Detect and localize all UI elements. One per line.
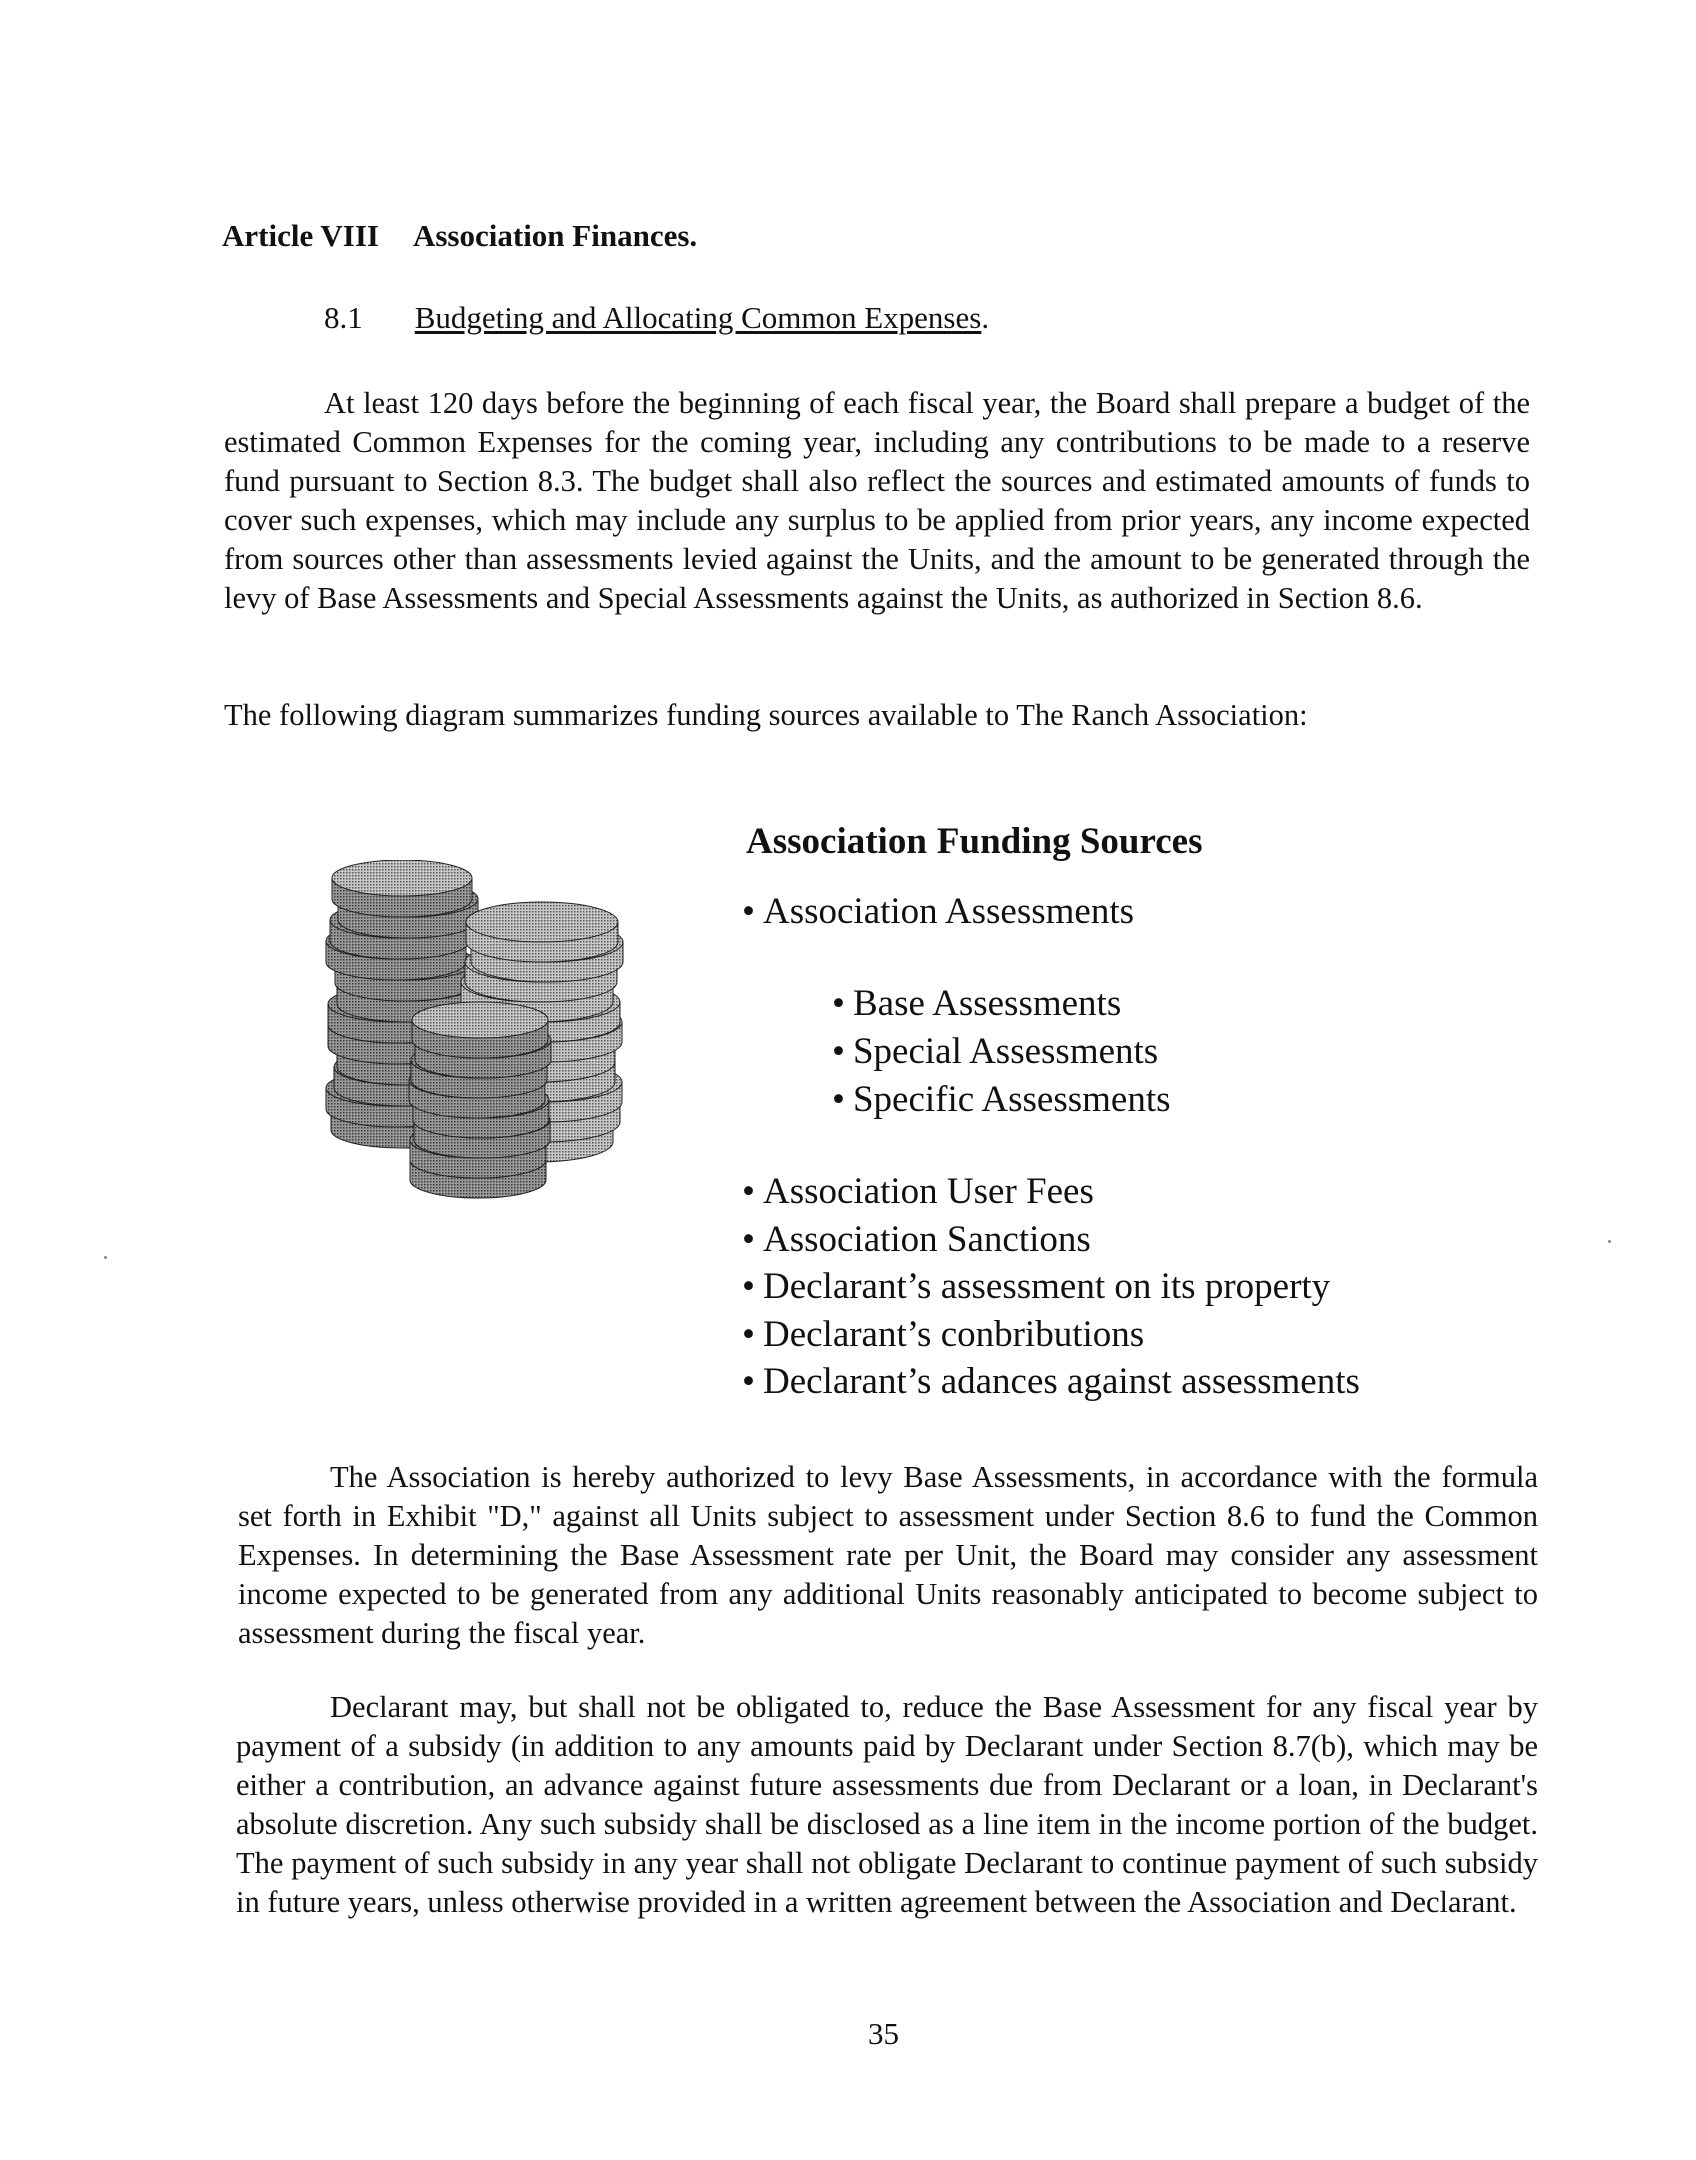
coin-face [412, 1002, 548, 1038]
funding-top-list [742, 888, 1134, 936]
section-title-period: . [981, 300, 990, 335]
funding-item: • Association Assessments [742, 888, 1134, 936]
scan-speck [1608, 1240, 1611, 1243]
base-assessment-paragraph: The Association is hereby authorized to levy Base Assessments, in accordance with the formula set forth in Exhibit "D," against all Units subject to assessment under Section 8.6 to fund the Common Expenses. In determining the Base Assessment rate per Unit, the Board may consider any assessment income expected to be generated from any additional Units reasonably anticipated to become subject to assessment during the fiscal year. [238, 1460, 1538, 1650]
assessment-type-item: • Base Assessments [832, 980, 1171, 1028]
diagram-title-part1: Association [746, 821, 927, 862]
article-number: Article VIII [222, 218, 379, 253]
diagram-title [746, 820, 1203, 863]
section-number: 8.1 [324, 300, 363, 335]
funding-item: • Declarant’s conbributions [742, 1311, 1360, 1359]
section-heading [324, 300, 989, 336]
scan-speck [104, 1256, 107, 1259]
assessment-types-list [832, 980, 1171, 1124]
article-heading [222, 218, 697, 254]
diagram-title-part2: Funding Sources [936, 821, 1203, 862]
page-number: 35 [868, 2016, 899, 2051]
declarant-subsidy-paragraph: Declarant may, but shall not be obligated to, reduce the Base Assessment for any fiscal year by payment of a subsidy (in addition to any amounts paid by Declarant under Section 8.7(b), which may be either a contribution, an advance against future assessments due from Declarant or a loan, in Declarant's absolute discretion. Any such subsidy shall be disclosed as a line item in the income portion of the budget. The payment of such subsidy in any year shall not obligate Declarant to continue payment of such subsidy in future years, unless otherwise provided in a written agreement between the Association and Declarant. [236, 1690, 1538, 1919]
section-title: Budgeting and Allocating Common Expenses [414, 300, 982, 335]
article-title: Association Finances. [412, 218, 698, 253]
funding-item: • Declarant’s adances against assessments [742, 1358, 1360, 1406]
budget-paragraph: At least 120 days before the beginning of each fiscal year, the Board shall prepare a budget of the estimated Common Expenses for the coming year, including any contributions to be made to a reserve fund pursuant to Section 8.3. The budget shall also reflect the sources and estimated amounts of funds to cover such expenses, which may include any surplus to be applied from prior years, any income expected from sources other than assessments levied against the Units, and the amount to be generated through the levy of Base Assessments and Special Assessments against the Units, as authorized in Section 8.6. [224, 386, 1530, 615]
assessment-type-item: • Special Assessments [832, 1028, 1171, 1076]
funding-other-list [742, 1168, 1360, 1406]
coin-face [332, 860, 472, 896]
assessment-type-item: • Specific Assessments [832, 1076, 1171, 1124]
coin-stacks-icon [322, 860, 702, 1220]
coin-face [466, 902, 618, 942]
coin-stack-front [409, 1002, 551, 1198]
funding-item: • Declarant’s assessment on its property [742, 1263, 1360, 1311]
funding-item: • Association User Fees [742, 1168, 1360, 1216]
diagram-intro-paragraph: The following diagram summarizes funding sources available to The Ranch Association: [224, 698, 1308, 732]
funding-item: • Association Sanctions [742, 1216, 1360, 1264]
